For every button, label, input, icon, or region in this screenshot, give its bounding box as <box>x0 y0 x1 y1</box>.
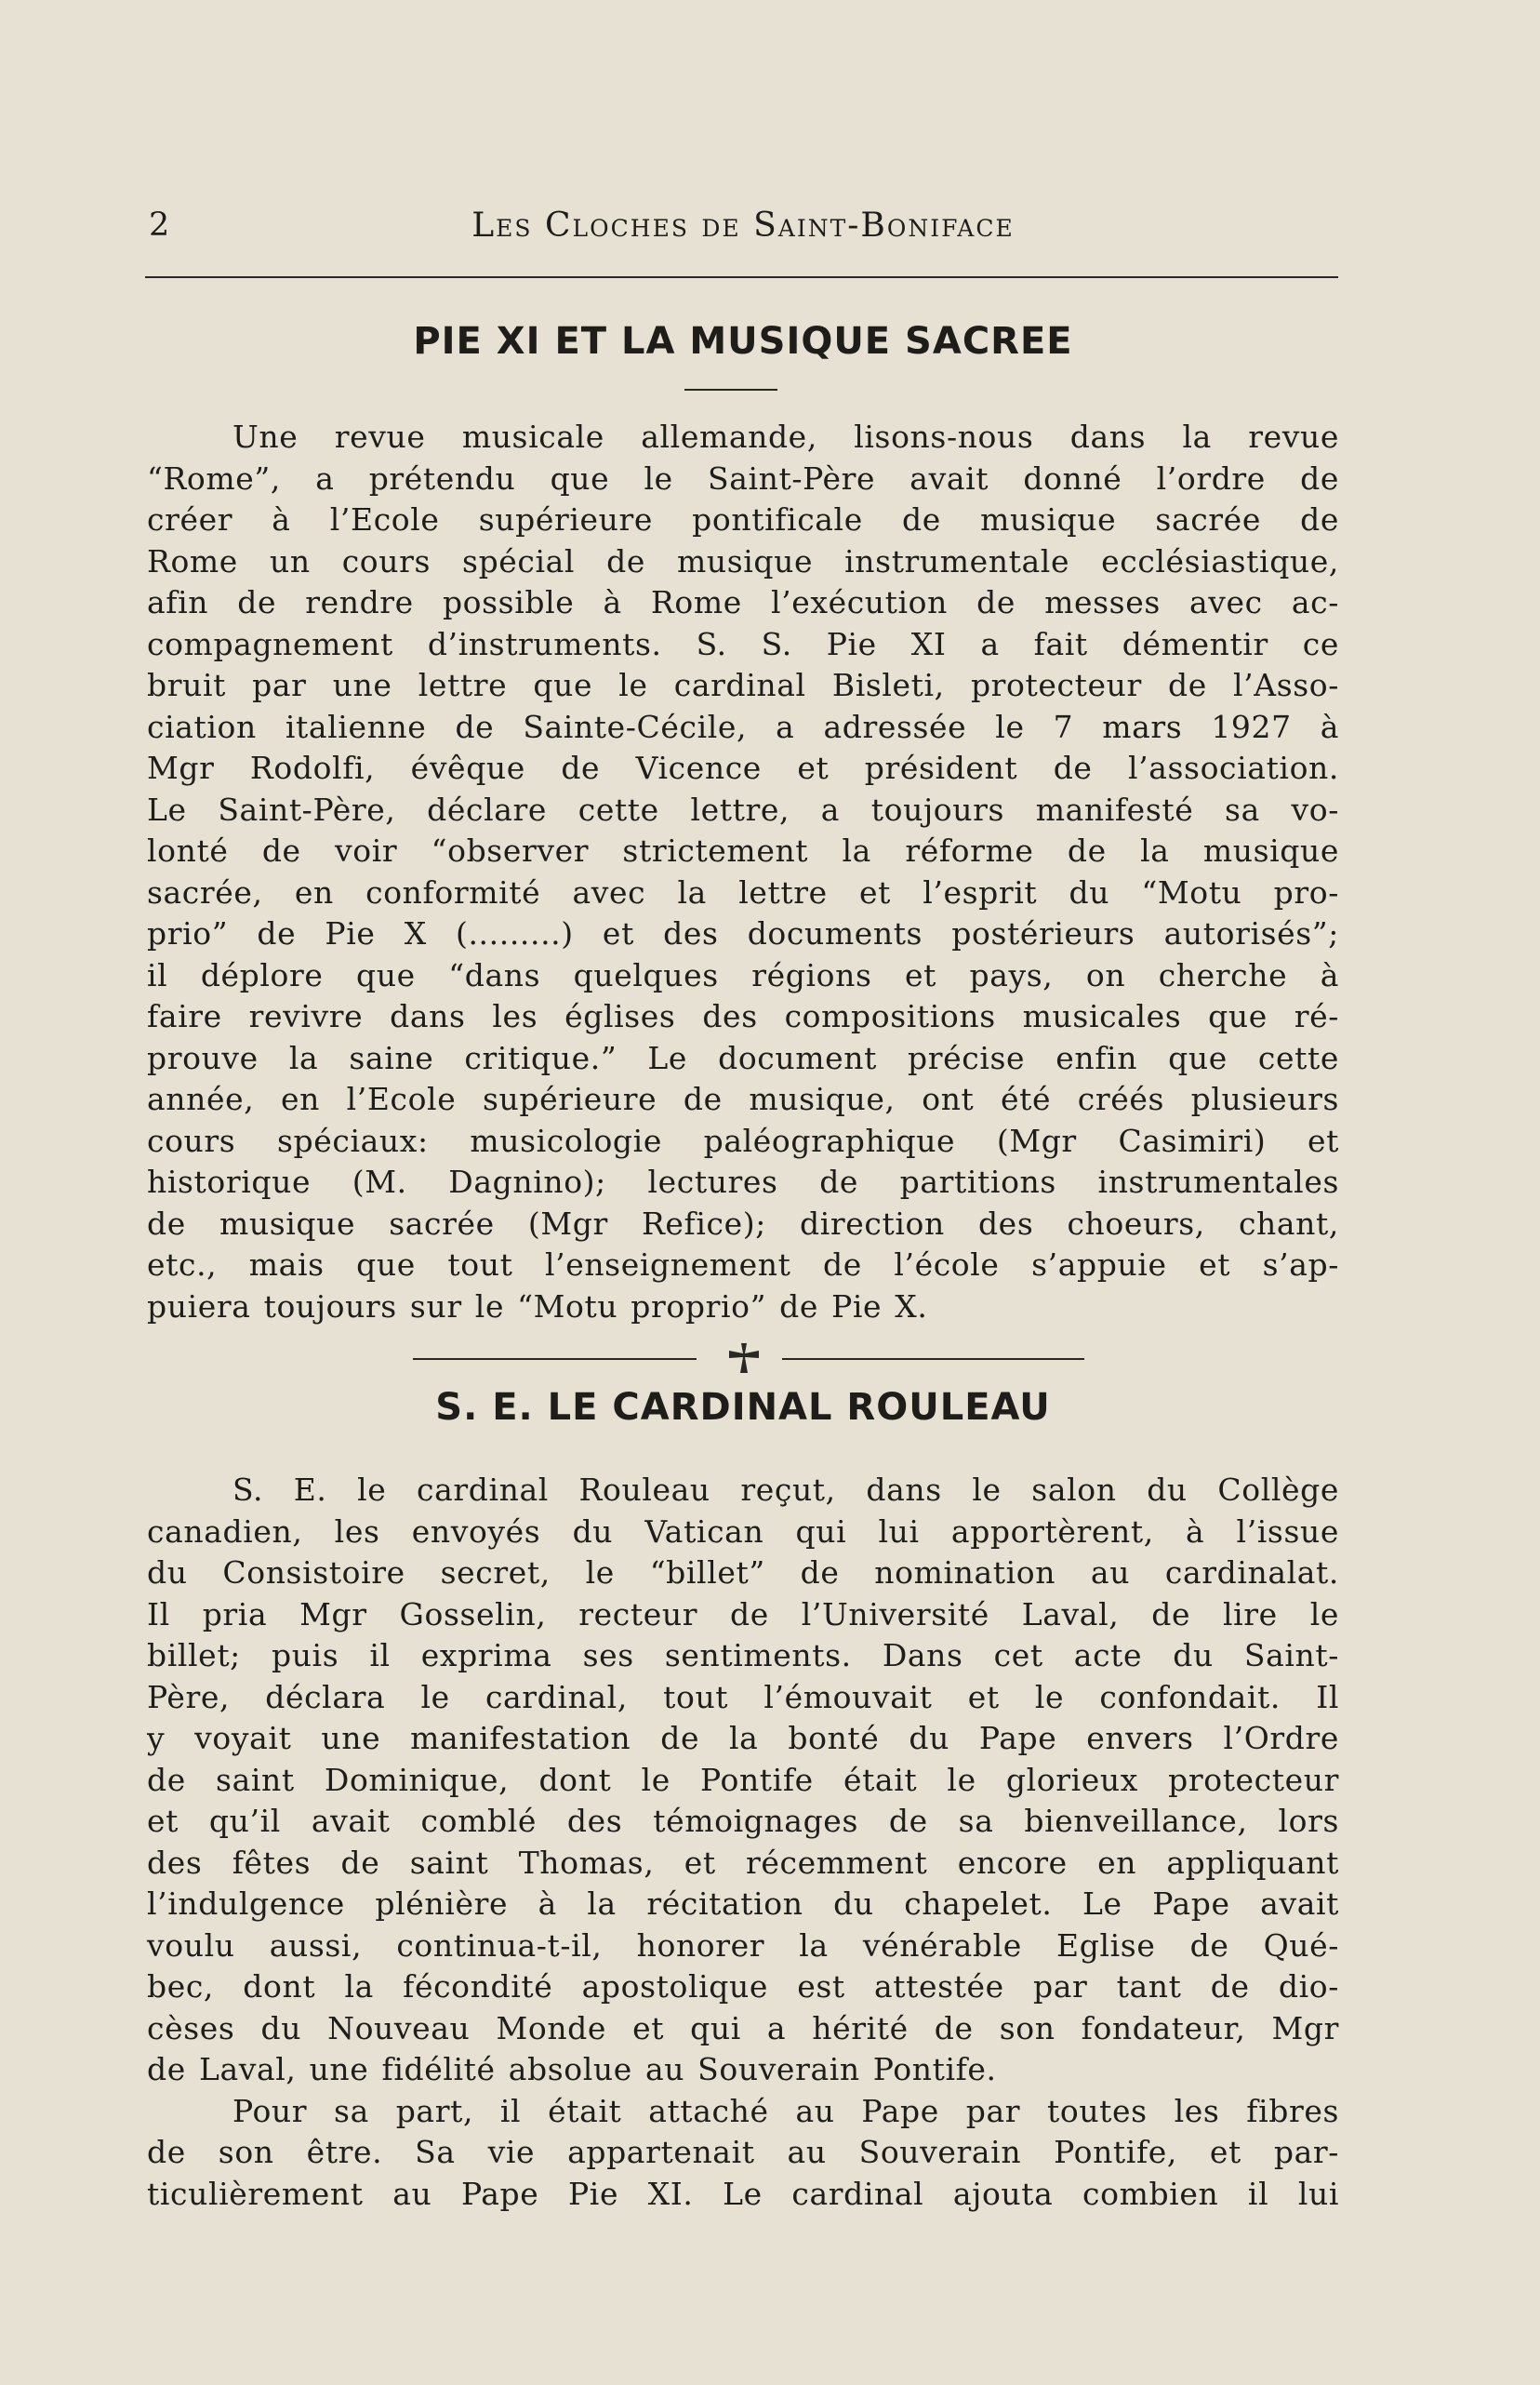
text-line: année, en l’Ecole supérieure de musique, ont été créés plusieurs <box>147 1081 1339 1117</box>
text-line: compagnement d’instruments. S. S. Pie XI a fait démentir ce <box>147 625 1339 662</box>
cross-pattee-icon <box>725 1339 763 1377</box>
page-number: 2 <box>149 207 171 244</box>
text-line: et qu’il avait comblé des témoignages de sa bienveillance, lors <box>147 1803 1339 1839</box>
text-line: afin de rendre possible à Rome l’exécution de messes avec ac- <box>147 584 1339 620</box>
article-body-cardinal <box>147 1470 1339 2215</box>
text-line: il déplore que “dans quelques régions et pays, on cherche à <box>147 956 1339 993</box>
text-line: ciation italienne de Sainte-Cécile, a adressée le 7 mars 1927 à <box>147 708 1339 745</box>
text-line: Père, déclara le cardinal, tout l’émouvait et le confondait. Il <box>147 1678 1339 1715</box>
text-line: voulu aussi, continua-t-il, honorer la vénérable Eglise de Qué- <box>147 1926 1339 1964</box>
text-line: de saint Dominique, dont le Pontife était le glorieux protecteur <box>147 1761 1339 1798</box>
text-line: lonté de voir “observer strictement la réforme de la musique <box>147 833 1339 869</box>
text-line: des fêtes de saint Thomas, et récemment encore en appliquant <box>147 1844 1339 1881</box>
text-line: billet; puis il exprima ses sentiments. Dans cet acte du Saint- <box>147 1637 1339 1673</box>
text-line: historique (M. Dagnino); lectures de partitions instrumentales <box>147 1164 1339 1200</box>
text-line: “Rome”, a prétendu que le Saint-Père avait donné l’ordre de <box>147 460 1339 497</box>
text-line: cèses du Nouveau Monde et qui a hérité de son fondateur, Mgr <box>147 2009 1339 2046</box>
text-line: Mgr Rodolfi, évêque de Vicence et président de l’association. <box>147 750 1339 786</box>
text-line: du Consistoire secret, le “billet” de nomination au cardinalat. <box>147 1554 1339 1591</box>
article-title-cardinal: S. E. LE CARDINAL ROULEAU <box>435 1386 1051 1429</box>
divider-line-left <box>413 1358 697 1360</box>
text-line: cours spéciaux: musicologie paléographique (Mgr Casimiri) et <box>147 1122 1339 1159</box>
section-divider <box>413 1338 1084 1379</box>
text-line: prio” de Pie X (.........) et des documents postérieurs autorisés”; <box>147 915 1339 952</box>
text-line: canadien, les envoyés du Vatican qui lui apportèrent, à l’issue <box>147 1512 1339 1550</box>
text-line: etc., mais que tout l’enseignement de l’école s’appuie et s’ap- <box>147 1246 1339 1283</box>
text-line: l’indulgence plénière à la récitation du chapelet. Le Pape avait <box>147 1885 1339 1922</box>
header-rule <box>145 276 1338 278</box>
text-line: Une revue musicale allemande, lisons-nous dans la revue <box>232 419 1339 455</box>
text-line: prouve la saine critique.” Le document précise enfin que cette <box>147 1039 1339 1076</box>
running-title: Les Cloches de Saint-Boniface <box>471 207 1015 245</box>
text-line: ticulièrement au Pape Pie XI. Le cardinal ajouta combien il lui <box>147 2175 1339 2212</box>
text-line: Rome un cours spécial de musique instrumentale ecclésiastique, <box>147 542 1339 580</box>
text-line: bec, dont la fécondité apostolique est attestée par tant de dio- <box>147 1968 1339 2005</box>
running-head <box>147 207 1339 251</box>
text-line: de Laval, une fidélité absolue au Souverain Pontife. <box>147 2051 997 2087</box>
text-line: faire revivre dans les églises des compositions musicales que ré- <box>147 998 1339 1034</box>
text-line: de son être. Sa vie appartenait au Souverain Pontife, et par- <box>147 2134 1339 2170</box>
text-line: sacrée, en conformité avec la lettre et l’esprit du “Motu pro- <box>147 873 1339 911</box>
text-line: y voyait une manifestation de la bonté du Pape envers l’Ordre <box>147 1720 1339 1756</box>
article-title-music: PIE XI ET LA MUSIQUE SACREE <box>413 320 1073 363</box>
text-line: S. E. le cardinal Rouleau reçut, dans le salon du Collège <box>232 1472 1339 1508</box>
title-underline <box>684 389 777 391</box>
text-line: créer à l’Ecole supérieure pontificale de musique sacrée de <box>147 501 1339 538</box>
text-line: bruit par une lettre que le cardinal Bisleti, protecteur de l’Asso- <box>147 667 1339 703</box>
article-body-music <box>147 417 1339 1327</box>
text-line: de musique sacrée (Mgr Refice); direction des choeurs, chant, <box>147 1205 1339 1242</box>
text-line: Pour sa part, il était attaché au Pape par toutes les fibres <box>232 2092 1339 2129</box>
text-line: Le Saint-Père, déclare cette lettre, a toujours manifesté sa vo- <box>147 791 1339 828</box>
divider-line-right <box>782 1358 1084 1360</box>
text-line: Il pria Mgr Gosselin, recteur de l’Université Laval, de lire le <box>147 1595 1339 1632</box>
text-line: puiera toujours sur le “Motu proprio” de Pie X. <box>147 1287 928 1325</box>
